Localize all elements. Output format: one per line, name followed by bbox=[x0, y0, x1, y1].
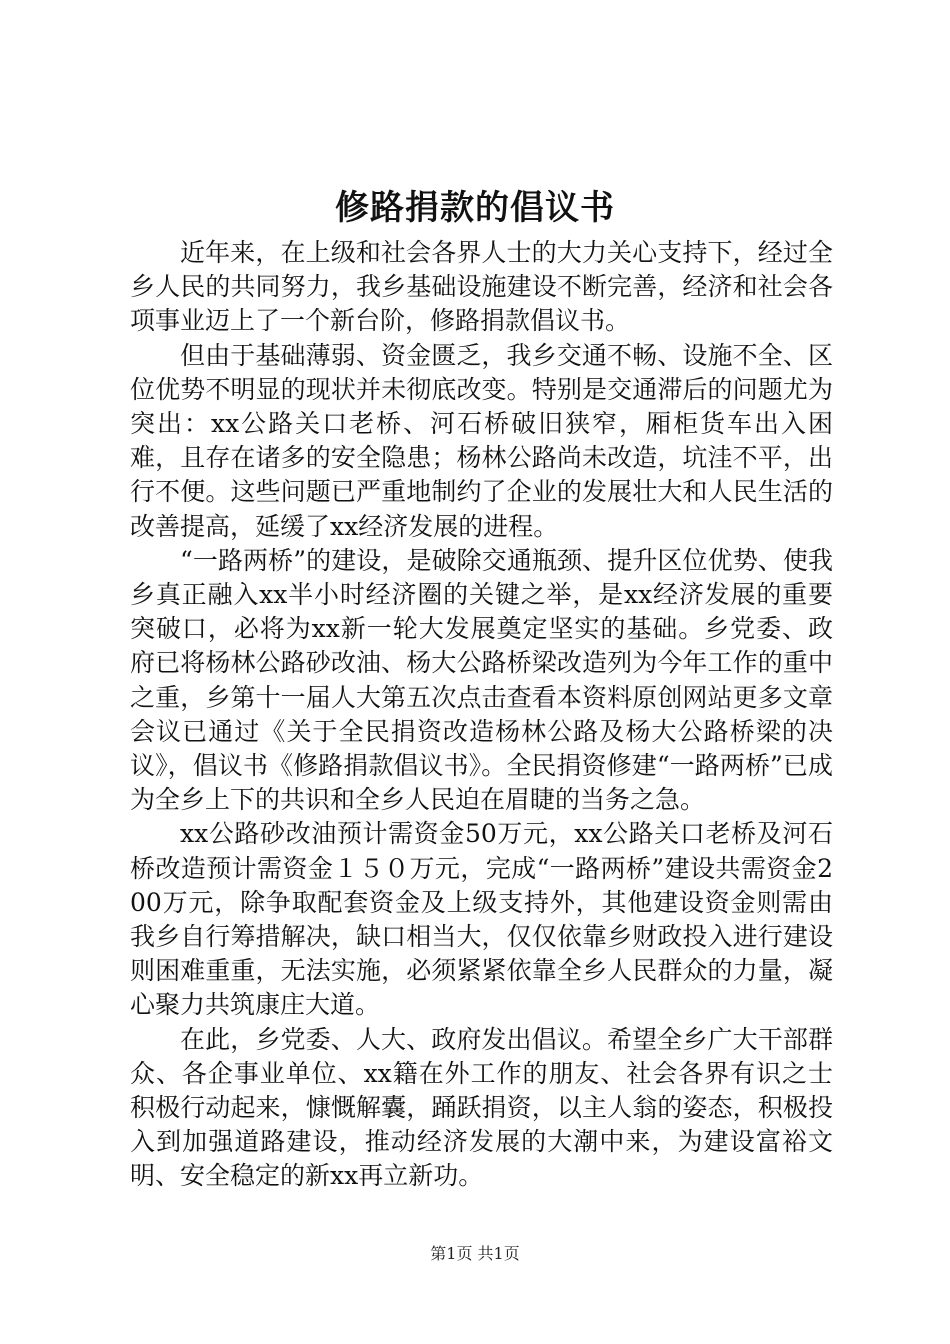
paragraph-5: 在此，乡党委、人大、政府发出倡议。希望全乡广大干部群众、各企事业单位、xx籍在外工作的朋友、社会各界有识之士积极行动起来，慷慨解囊，踊跃捐资，以主人翁的姿态，积极投入到加强道路建设，推动经济发展的大潮中来，为建设富裕文明、安全稳定的新xx再立新功。 bbox=[130, 1024, 833, 1191]
page-footer: 第1页 共1页 bbox=[430, 1244, 520, 1263]
paragraph-4: xx公路砂改油预计需资金50万元，xx公路关口老桥及河石桥改造预计需资金１５０万元，完成“一路两桥”建设共需资金200万元，除争取配套资金及上级支持外，其他建设资金则需由我乡自行筹措解决，缺口相当大，仅仅依靠乡财政投入进行建设则困难重重，无法实施，必须紧紧依靠全乡人民群众的力量，凝心聚力共筑康庄大道。 bbox=[130, 819, 833, 1020]
paragraph-2: 但由于基础薄弱、资金匮乏，我乡交通不畅、设施不全、区位优势不明显的现状并未彻底改变。特别是交通滞后的问题尤为突出：xx公路关口老桥、河石桥破旧狭窄，厢柜货车出入困难，且存在诸多的安全隐患；杨林公路尚未改造，坑洼不平，出行不便。这些问题已严重地制约了企业的发展壮大和人民生活的改善提高，延缓了xx经济发展的进程。 bbox=[130, 340, 833, 541]
paragraph-1: 近年来，在上级和社会各界人士的大力关心支持下，经过全乡人民的共同努力，我乡基础设施建设不断完善，经济和社会各项事业迈上了一个新台阶，修路捐款倡议书。 bbox=[130, 238, 833, 336]
paragraph-3: “一路两桥”的建设，是破除交通瓶颈、提升区位优势、使我乡真正融入xx半小时经济圈的关键之举，是xx经济发展的重要突破口，必将为xx新一轮大发展奠定坚实的基础。乡党委、政府已将杨林公路砂改油、杨大公路桥梁改造列为今年工作的重中之重，乡第十一届人大第五次点击查看本资料原创网站更多文章会议已通过《关于全民捐资改造杨林公路及杨大公路桥梁的决议》，倡议书《修路捐款倡议书》。全民捐资修建“一路两桥”已成为全乡上下的共识和全乡人民迫在眉睫的当务之急。 bbox=[130, 545, 833, 815]
document-body bbox=[130, 236, 833, 1194]
document-title: 修路捐款的倡议书 bbox=[335, 188, 615, 228]
